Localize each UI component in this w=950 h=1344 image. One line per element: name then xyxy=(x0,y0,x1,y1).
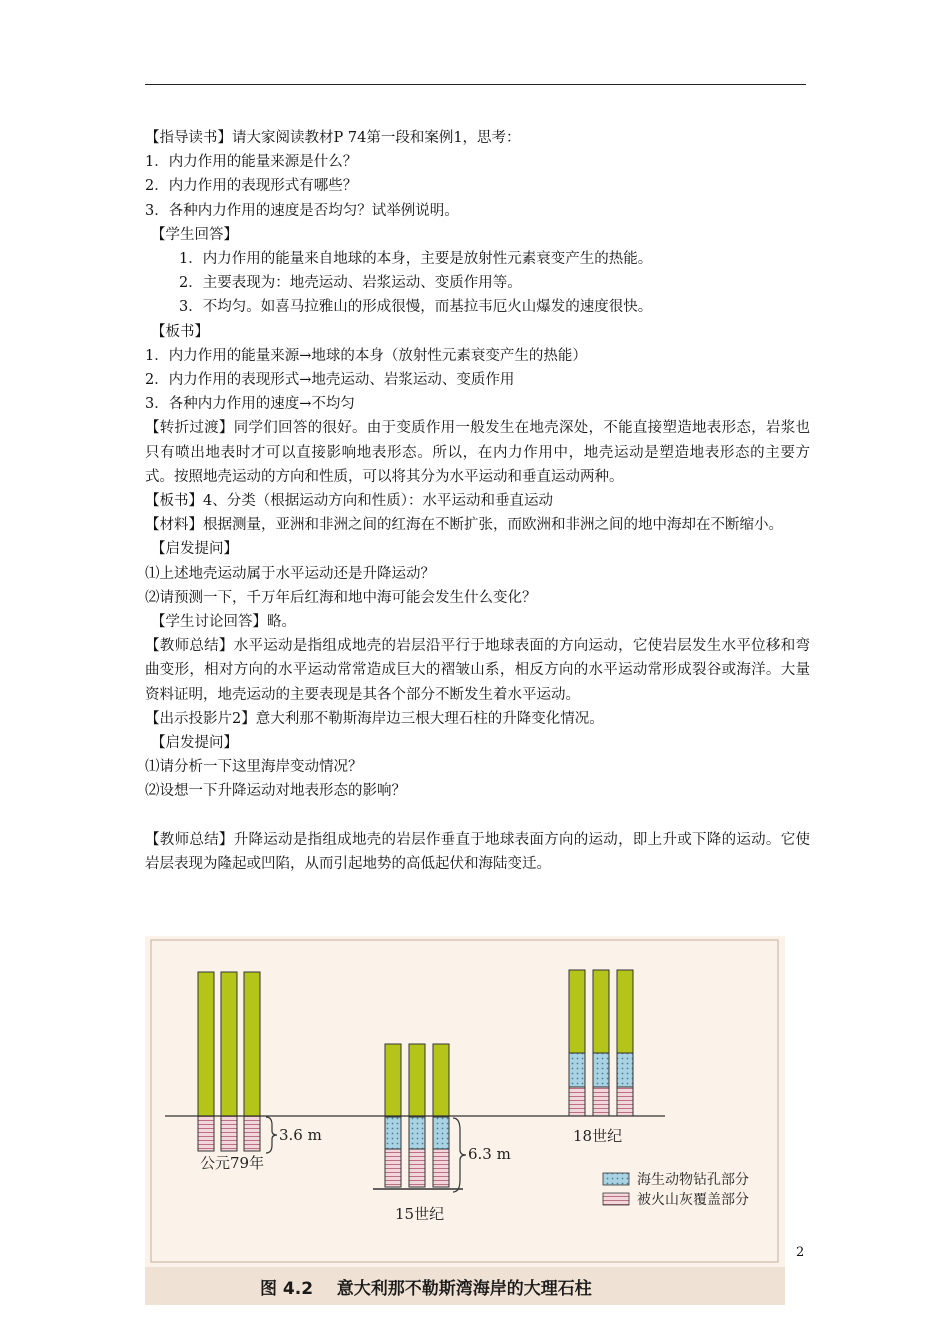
column-ash-part xyxy=(409,1149,425,1187)
height-label-ad79: 3.6 m xyxy=(279,1126,322,1144)
column-bored-part xyxy=(409,1117,425,1149)
column-ash-part xyxy=(593,1087,609,1116)
column-bored-part xyxy=(617,1053,633,1087)
paragraph: 2．内力作用的表现形式有哪些？ xyxy=(145,178,358,195)
column-green-part xyxy=(569,970,585,1053)
paragraph: 【出示投影片2】意大利那不勒斯海岸边三根大理石柱的升降变化情况。 xyxy=(145,710,604,727)
paragraph: 【材料】根据测量，亚洲和非洲之间的红海在不断扩张，而欧洲和非洲之间的地中海却在不断缩小。 xyxy=(145,517,783,534)
column-ash-part xyxy=(244,1116,260,1151)
paragraph: 3．各种内力作用的速度是否均匀？试举例说明。 xyxy=(145,202,459,219)
paragraph: 3．各种内力作用的速度→不均匀 xyxy=(145,396,355,413)
legend-swatch-ash xyxy=(603,1193,629,1205)
paragraph: ⑵请预测一下，千万年后红海和地中海可能会发生什么变化？ xyxy=(145,589,537,606)
paragraph: 【板书】 xyxy=(151,323,209,340)
paragraph: 【板书】4、分类（根据运动方向和性质）：水平运动和垂直运动 xyxy=(145,493,553,510)
column-bored-part xyxy=(593,1053,609,1087)
column-green-part xyxy=(593,970,609,1053)
paragraph: 【启发提问】 xyxy=(151,541,238,558)
column-bored-part xyxy=(385,1117,401,1149)
figure-caption: 图 4.2 意大利那不勒斯湾海岸的大理石柱 xyxy=(260,1279,592,1299)
document-body xyxy=(145,126,810,876)
column-green-part xyxy=(244,972,260,1116)
paragraph: ⑵设想一下升降运动对地表形态的影响？ xyxy=(145,783,406,800)
column-green-part xyxy=(221,972,237,1116)
column-ash-part xyxy=(385,1149,401,1187)
paragraph: 【指导读书】请大家阅读教材P 74第一段和案例1，思考： xyxy=(145,130,521,146)
paragraph: 【学生回答】 xyxy=(151,226,238,243)
column-ash-part xyxy=(221,1116,237,1151)
period-label-18th-century: 18世纪 xyxy=(573,1127,623,1145)
column-bored-part xyxy=(433,1117,449,1149)
paragraph: 2．主要表现为：地壳运动、岩浆运动、变质作用等。 xyxy=(179,275,522,292)
period-label-15th-century: 15世纪 xyxy=(395,1205,445,1223)
column-green-part xyxy=(409,1044,425,1117)
marble-columns-figure xyxy=(145,936,785,1305)
paragraph: 【启发提问】 xyxy=(151,735,238,752)
column-ash-part xyxy=(198,1116,214,1151)
column-green-part xyxy=(433,1044,449,1117)
page-number: 2 xyxy=(796,1245,805,1260)
paragraph: 【转折过渡】同学们回答的很好。由于变质作用一般发生在地壳深处，不能直接塑造地表形态，岩浆也只有喷出地表时才可以直接影响地表形态。所以，在内力作用中，地壳运动是塑造地表形态的主要方式。按照地壳运动的方向和性质，可以将其分为水平运动和垂直运动两种。 xyxy=(145,420,810,485)
paragraph: ⑴请分析一下这里海岸变动情况？ xyxy=(145,759,363,776)
paragraph: 1．内力作用的能量来源是什么？ xyxy=(145,154,358,171)
column-ash-part xyxy=(569,1087,585,1116)
column-green-part xyxy=(617,970,633,1053)
paragraph: 【教师总结】升降运动是指组成地壳的岩层作垂直于地球表面方向的运动，即上升或下降的运动。它使岩层表现为隆起或凹陷，从而引起地势的高低起伏和海陆变迁。 xyxy=(145,831,810,872)
column-ash-part xyxy=(433,1149,449,1187)
legend-label-ash: 被火山灰覆盖部分 xyxy=(637,1192,749,1208)
paragraph: ⑴上述地壳运动属于水平运动还是升降运动？ xyxy=(145,565,435,582)
column-green-part xyxy=(198,972,214,1116)
figure-background xyxy=(145,936,785,1305)
legend-swatch-bored xyxy=(603,1173,629,1185)
paragraph: 1．内力作用的能量来自地球的本身，主要是放射性元素衰变产生的热能。 xyxy=(179,251,653,268)
paragraph: 1．内力作用的能量来源→地球的本身（放射性元素衰变产生的热能） xyxy=(145,347,587,364)
height-label-15th-century: 6.3 m xyxy=(468,1145,511,1163)
column-green-part xyxy=(385,1044,401,1117)
column-bored-part xyxy=(569,1053,585,1087)
paragraph: 【学生讨论回答】略。 xyxy=(151,614,296,631)
header-rule xyxy=(145,84,806,85)
column-ash-part xyxy=(617,1087,633,1116)
paragraph: 【教师总结】水平运动是指组成地壳的岩层沿平行于地球表面的方向运动，它使岩层发生水平位移和弯曲变形，相对方向的水平运动常常造成巨大的褶皱山系，相反方向的水平运动常形成裂谷或海洋。大量资料证明，地壳运动的主要表现是其各个部分不断发生着水平运动。 xyxy=(145,638,810,703)
legend-label-bored: 海生动物钻孔部分 xyxy=(637,1172,749,1188)
paragraph: 2．内力作用的表现形式→地壳运动、岩浆运动、变质作用 xyxy=(145,372,515,389)
period-label-ad79: 公元79年 xyxy=(200,1154,265,1172)
paragraph: 3．不均匀。如喜马拉雅山的形成很慢，而基拉韦厄火山爆发的速度很快。 xyxy=(179,299,653,316)
